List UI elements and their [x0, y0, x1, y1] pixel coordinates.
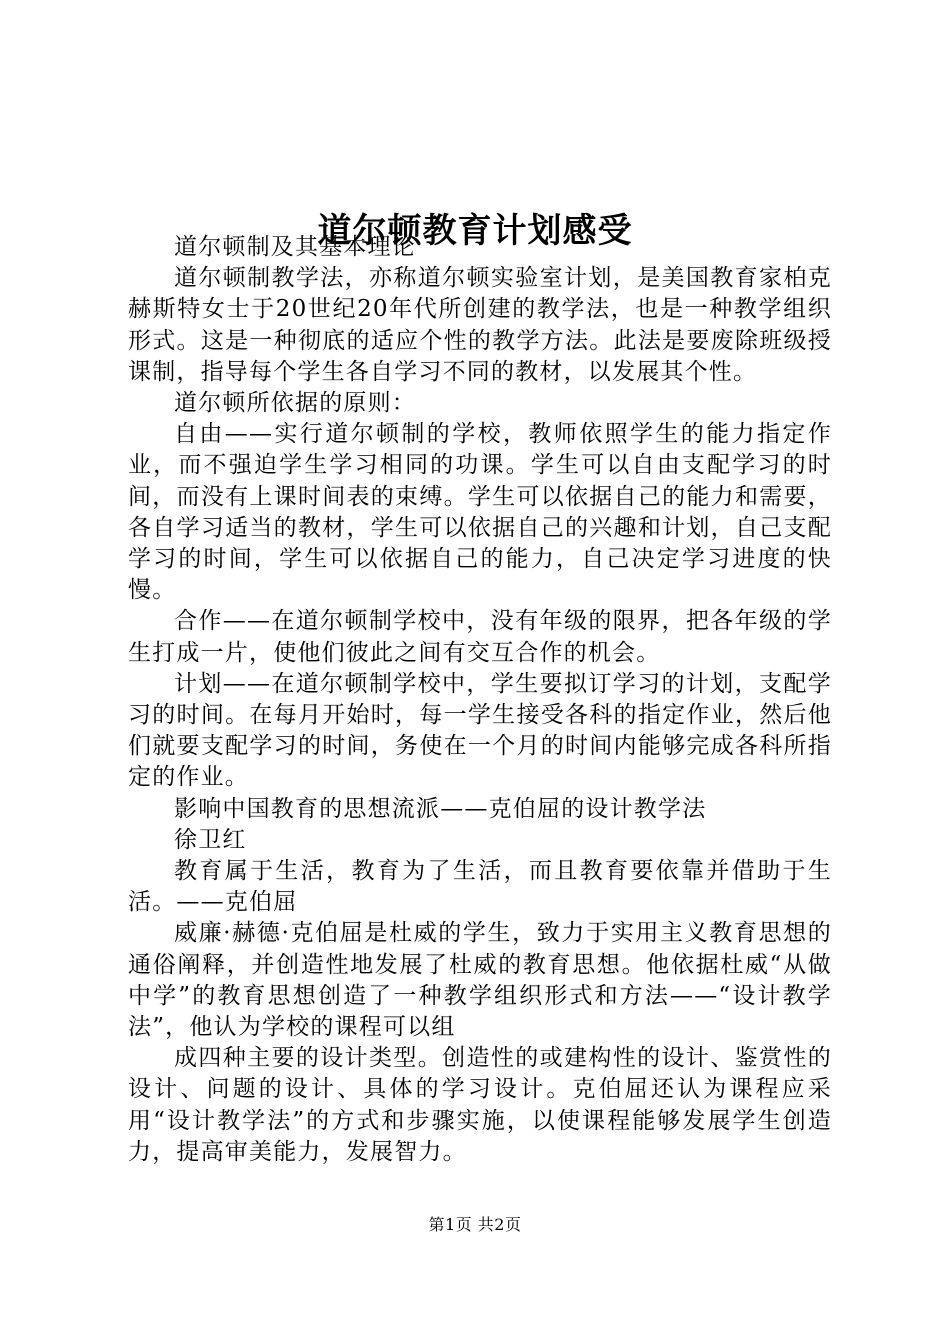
- section-heading-dalton-theory: 道尔顿制及其基本理论: [174, 234, 416, 260]
- author-name: 徐卫红: [174, 826, 247, 853]
- paragraph-principle-freedom: 自由——实行道尔顿制的学校，教师依照学生的能力指定作业，而不强迫学生学习相同的功课。学生可以自由支配学习的时间，而没有上课时间表的束缚。学生可以依据自己的能力和需要，各自学习适当的教材，学生可以依据自己的兴趣和计划，自己支配学习的时间，学生可以依据自己的能力，自己决定学习进度的快慢。: [128, 421, 832, 604]
- paragraph-kilpatrick-bio: 威廉·赫德·克伯屈是杜威的学生，致力于实用主义教育思想的通俗阐释，并创造性地发展了杜威的教育思想。他依据杜威“从做中学”的教育思想创造了一种教学组织形式和方法——“设计教学法”，他认为学校的课程可以组: [128, 920, 832, 1041]
- paragraph-design-types: 成四种主要的设计类型。创造性的或建构性的设计、鉴赏性的设计、问题的设计、具体的学习设计。克伯屈还认为课程应采用“设计教学法”的方式和步骤实施，以使课程能够发展学生创造力，提高审美能力，发展智力。: [128, 1045, 832, 1165]
- section-heading-dalton-principles: 道尔顿所依据的原则：: [174, 390, 416, 417]
- page-number-footer: 第1页 共2页: [428, 1215, 522, 1234]
- paragraph-principle-cooperation: 合作——在道尔顿制学校中，没有年级的限界，把各年级的学生打成一片，使他们彼此之间有交互合作的机会。: [128, 608, 832, 666]
- paragraph-kilpatrick-quote: 教育属于生活，教育为了生活，而且教育要依靠并借助于生活。——克伯屈: [128, 858, 832, 916]
- document-body: [128, 232, 832, 1168]
- paragraph-principle-planning: 计划——在道尔顿制学校中，学生要拟订学习的计划，支配学习的时间。在每月开始时，每一学生接受各科的指定作业，然后他们就要支配学习的时间，务使在一个月的时间内能够完成各科所指定的作业。: [128, 670, 832, 791]
- section-heading-kilpatrick: 影响中国教育的思想流派——克伯屈的设计教学法: [174, 795, 707, 822]
- document-title: 道尔顿教育计划感受: [317, 210, 633, 251]
- paragraph-dalton-intro: 道尔顿制教学法，亦称道尔顿实验室计划，是美国教育家柏克赫斯特女士于20世纪20年代所创建的教学法，也是一种教学组织形式。这是一种彻底的适应个性的教学方法。此法是要废除班级授课制，指导每个学生各自学习不同的教材，以发展其个性。: [128, 265, 832, 385]
